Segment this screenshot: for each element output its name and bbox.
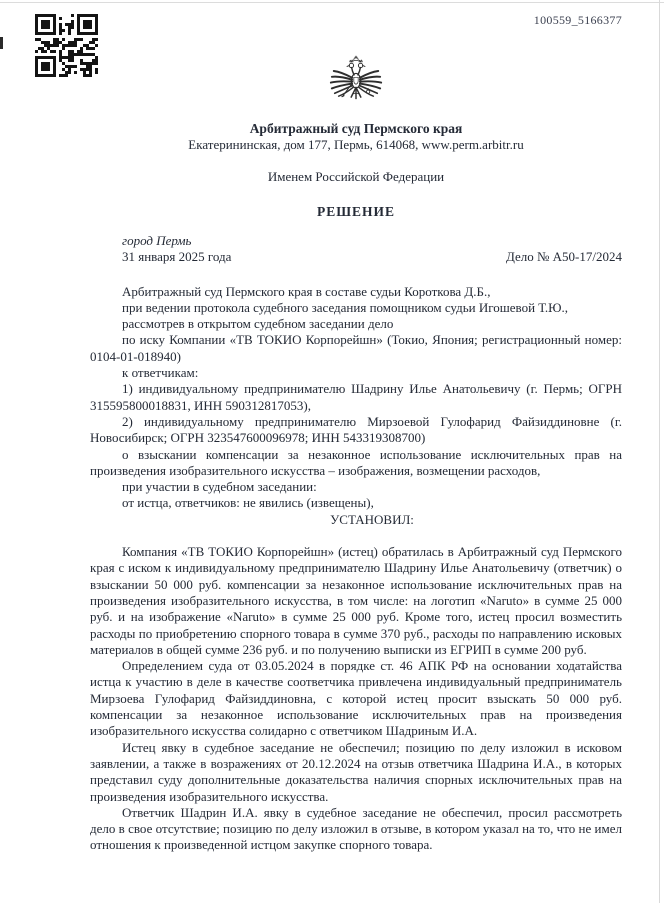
- intro-line: о взыскании компенсации за незаконное использование исключительных прав на произведения изобразительного искусства – изображения, возмещении расходов,: [90, 446, 622, 478]
- document-number: 100559_5166377: [533, 13, 622, 27]
- intro-line: рассмотрев в открытом судебном заседании дело: [122, 316, 394, 332]
- intro-line: при ведении протокола судебного заседания помощником судьи Игошевой Т.Ю.,: [122, 299, 569, 315]
- body-paragraph: Определением суда от 03.05.2024 в порядке ст. 46 АПК РФ на основании ходатайства истца к участию в деле в качестве соответчика привлечена индивидуальный предприниматель Мирзоева Гулофарид Файзиддиновна, с которой истец просит взыскать 50 000 руб. компенсации за незаконное использование исключительных прав на произведения изобразительного искусства солидарно с ответчиком Шадриным И.А.: [90, 658, 622, 739]
- main-paragraphs: [90, 544, 622, 854]
- in-the-name-line: Именем Российской Федерации: [267, 169, 445, 184]
- city-line: город Пермь: [122, 233, 192, 248]
- intro-line: 2) индивидуальному предпринимателю Мирзоевой Гулофарид Файзиддиновне (г. Новосибирск; ОГРН 323547600096978; ИНН 543319308700): [90, 413, 622, 446]
- body-paragraph: Истец явку в судебное заседание не обеспечил; позицию по делу изложил в исковом заявлении, а также в возражениях от 20.12.2024 на отзыв ответчика Шадрина И.А., в которых представил суду дополнительные доказательства наличия спорных исключительных прав на произведения изобразительного искусства.: [90, 739, 622, 804]
- russian-coat-of-arms-icon: [327, 55, 385, 117]
- document-body: [90, 284, 622, 854]
- body-paragraph: Компания «ТВ ТОКИО Корпорейшн» (истец) обратилась в Арбитражный суд Пермского края с иском к индивидуальному предпринимателю Шадрину Илье Анатольевичу (ответчик) о взыскании 50 000 руб. компенсации за незаконное использование исключительных прав на произведения изобразительного искусства, в том числе: на логотип «Naruto» в сумме 25 000 руб. и на изображение «Naruto» в сумме 25 000 руб. Кроме того, истец просил возместить расходы по приобретению спорного товара в сумме 370 руб., расходы по направлению исковых материалов в общей сумме 236 руб. и по получению выписки из ЕГРИП в сумме 200 руб.: [90, 544, 622, 657]
- case-number: Дело № А50-17/2024: [505, 249, 622, 265]
- scan-edge-right: [659, 0, 660, 903]
- intro-line: при участии в судебном заседании:: [122, 479, 317, 495]
- court-address: Екатерининская, дом 177, Пермь, 614068, www.perm.arbitr.ru: [188, 137, 524, 152]
- intro-line: от истца, ответчиков: не явились (извещены),: [122, 495, 374, 511]
- intro-line: по иску Компании «ТВ ТОКИО Корпорейшн» (Токио, Япония; регистрационный номер: 0104-01-018940): [90, 332, 622, 364]
- intro-line: к ответчикам:: [122, 365, 199, 381]
- intro-line: Арбитражный суд Пермского края в составе судьи Короткова Д.Б.,: [122, 283, 491, 299]
- court-name: Арбитражный суд Пермского края: [249, 121, 463, 136]
- decision-date: 31 января 2025 года: [122, 249, 232, 265]
- scan-artifact-speck: [0, 37, 3, 49]
- qr-code-icon: [35, 14, 98, 77]
- date-case-row: [90, 249, 622, 265]
- ustanovil-heading: УСТАНОВИЛ:: [330, 511, 414, 527]
- body-paragraph: Ответчик Шадрин И.А. явку в судебное заседание не обеспечил, просил рассмотреть дело в свое отсутствие; позицию по делу изложил в отзыве, в котором указал на то, что не имел отношения к произведенной истцом закупке спорного товара.: [90, 804, 622, 853]
- document-type-title: РЕШЕНИЕ: [316, 204, 396, 219]
- intro-line: 1) индивидуальному предпринимателю Шадрину Илье Анатольевичу (г. Пермь; ОГРН 315595800018831, ИНН 590312817053),: [90, 381, 622, 413]
- scan-edge-top: [0, 2, 664, 3]
